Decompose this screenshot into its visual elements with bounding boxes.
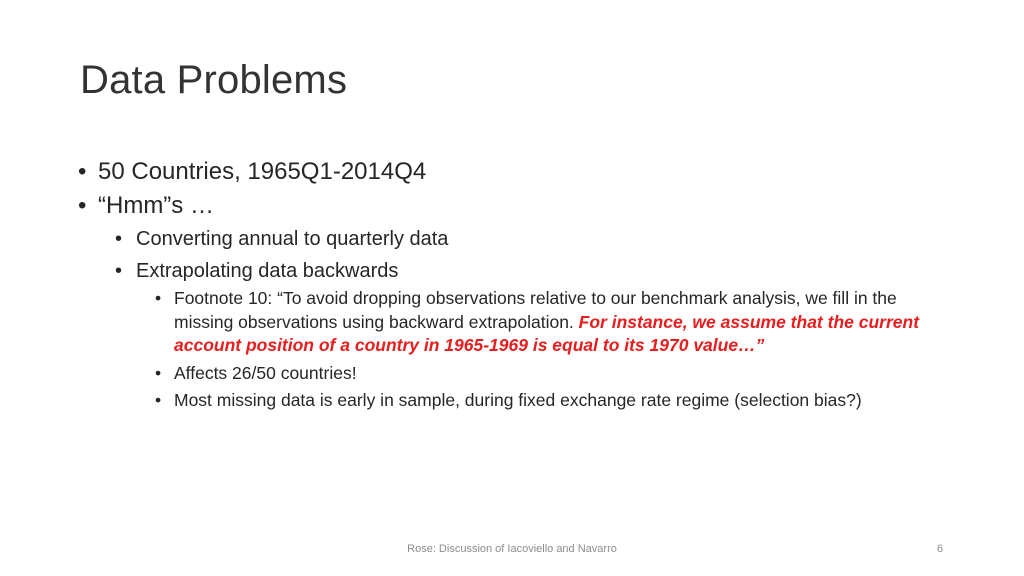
sub-sub-bullet-item: [78, 287, 958, 358]
footnote-quote-text: Footnote 10: “To avoid dropping observations relative to our benchmark analysis, we fill in the missing observations using backward extrapolation.: [174, 288, 897, 332]
closing-quote: ”: [755, 335, 765, 355]
sub-bullet-text: Extrapolating data backwards: [136, 260, 399, 282]
page-number: 6: [936, 543, 944, 555]
sub-sub-bullet-text: Most missing data is early in sample, during fixed exchange rate regime (selection bias?): [174, 390, 862, 410]
sub-bullet-item: [78, 223, 958, 255]
bullet-dot-icon: •: [78, 192, 87, 219]
bullet-dot-icon: •: [115, 260, 123, 282]
bullet-item: [78, 189, 958, 223]
footer-text: Rose: Discussion of Iacoviello and Navarro: [407, 543, 617, 555]
slide-title: Data Problems: [80, 58, 348, 102]
sub-bullet-item: [78, 255, 958, 287]
bullet-dot-icon: •: [78, 158, 87, 185]
sub-bullet-text: Converting annual to quarterly data: [136, 228, 449, 250]
bullet-item: [78, 155, 958, 189]
bullet-dot-icon: •: [155, 288, 162, 308]
bullet-dot-icon: •: [115, 228, 123, 250]
bullet-text: “Hmm”s …: [98, 192, 214, 219]
bullet-list: [78, 155, 958, 413]
sub-sub-bullet-text: Affects 26/50 countries!: [174, 362, 357, 383]
sub-sub-bullet-item: [78, 362, 958, 386]
sub-sub-bullet-item: [78, 389, 958, 413]
bullet-text: 50 Countries, 1965Q1-2014Q4: [98, 158, 427, 185]
bullet-dot-icon: •: [155, 390, 162, 410]
highlighted-quote-text: For instance, we assume that the current account position of a country in 1965-1969 is equal to its 1970 value…: [174, 311, 920, 355]
bullet-dot-icon: •: [155, 362, 162, 383]
